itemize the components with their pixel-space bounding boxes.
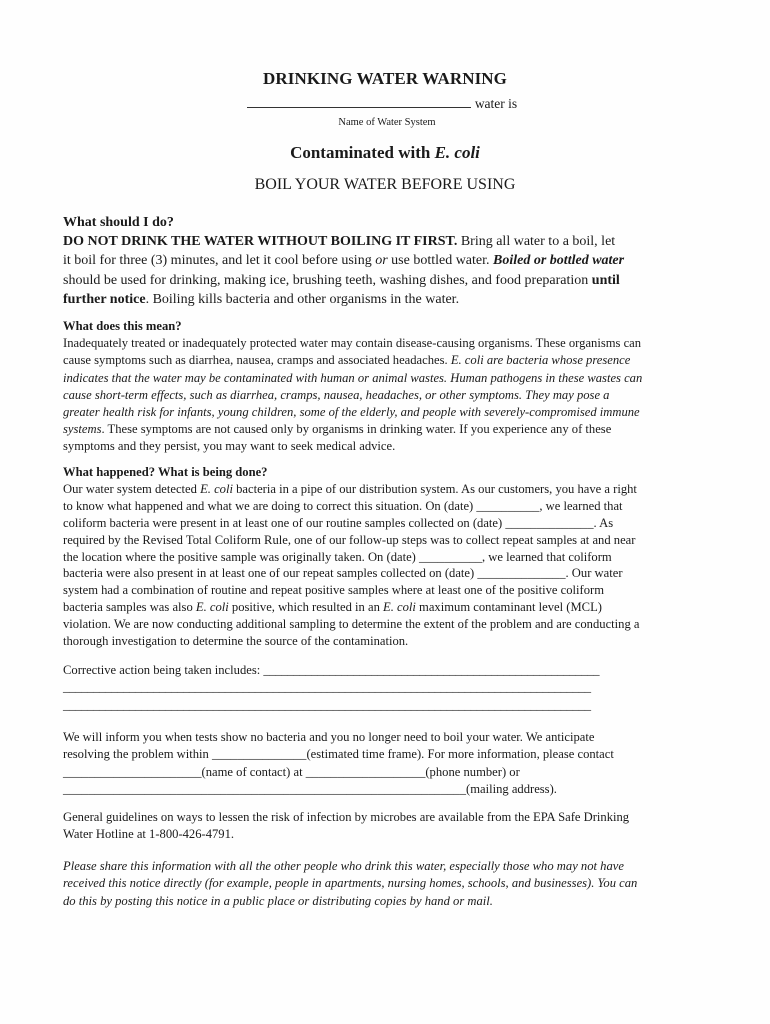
paragraph-line-with-date-blank: bacteria were also present in at least one of our repeat samples collected on (date) ______________. Our water xyxy=(63,566,623,581)
italic-run: E. coli xyxy=(200,481,233,496)
italic-run: E. coli xyxy=(383,600,416,615)
contact-phone-line: ______________________(name of contact) at ___________________(phone number) or xyxy=(63,764,520,779)
paragraph-line: thorough investigation to determine the source of the contamination. xyxy=(63,634,409,649)
paragraph-line xyxy=(63,352,713,369)
italic-run: systems xyxy=(63,422,102,437)
paragraph-line: system had a combination of routine and repeat positive samples where at least one of the positive coliform xyxy=(63,583,605,598)
corrective-action-field[interactable]: ________________________________________________________________________________________ xyxy=(63,680,591,695)
section-heading: What happened? What is being done? xyxy=(63,465,268,479)
text-run: Bring all water to a boil, let xyxy=(457,234,616,250)
estimated-time-frame-line: resolving the problem within _______________(estimated time frame). For more information, please contact xyxy=(63,747,614,762)
paragraph-line-with-date-blank: to know what happened and what we are doing to correct this situation. On (date) __________, we learned that xyxy=(63,498,623,513)
paragraph-line: greater health risk for infants, young children, some of the elderly, and people with severely-compromised immune xyxy=(63,405,640,420)
paragraph-line: General guidelines on ways to lessen the risk of infection by microbes are available from the EPA Safe Drinking xyxy=(63,810,630,824)
paragraph-line: Inadequately treated or inadequately protected water may contain disease-causing organisms. These organisms can xyxy=(63,336,642,351)
italic-run: E. coli xyxy=(195,600,229,615)
bold-italic-run: Boiled or bottled water xyxy=(493,253,625,269)
paragraph-line xyxy=(63,290,713,309)
subtitle-prefix: Contaminated with xyxy=(290,143,435,162)
paragraph-line xyxy=(63,271,713,290)
water-system-name-field[interactable] xyxy=(247,95,471,108)
paragraph-line: received this notice directly (for example, people in apartments, nursing homes, schools, and businesses). You can xyxy=(63,876,638,891)
hotline-line: Water Hotline at 1-800-426-4791. xyxy=(63,827,235,842)
text-run: . Boiling kills bacteria and other organisms in the water. xyxy=(145,291,460,307)
paragraph-line xyxy=(63,481,713,498)
text-run: positive, which resulted in an xyxy=(228,600,384,615)
paragraph-line: indicates that the water may be contaminated with human or animal wastes. Human pathogens in these wastes can xyxy=(63,370,643,385)
text-run: use bottled water. xyxy=(387,253,494,269)
water-system-caption: Name of Water System xyxy=(338,117,436,128)
section-heading: What does this mean? xyxy=(63,319,182,333)
section-heading: What should I do? xyxy=(63,215,174,230)
corrective-action-field[interactable]: ________________________________________________________ xyxy=(263,663,600,677)
paragraph-line: Please share this information with all the other people who drink this water, especially those who may not have xyxy=(63,859,624,873)
bold-run: until xyxy=(591,272,620,288)
italic-run: or xyxy=(375,253,388,269)
mailing-address-line: ________________________________________________________________(mailing address). xyxy=(63,782,557,797)
paragraph-line-with-date-blank: the location where the positive sample was originally taken. On (date) __________, we learned that coliform xyxy=(63,549,612,564)
section-inform-contact xyxy=(63,729,713,799)
notice-title: DRINKING WATER WARNING xyxy=(262,69,508,88)
subtitle-organism: E. coli xyxy=(434,143,480,162)
section-what-it-means xyxy=(63,318,713,456)
water-system-line xyxy=(0,95,770,112)
section-what-happened xyxy=(63,464,713,650)
water-is-text: water is xyxy=(474,96,518,111)
section-corrective-action xyxy=(63,662,713,714)
text-run: cause symptoms such as diarrhea, nausea, cramps and associated headaches. xyxy=(63,353,451,368)
corrective-action-field[interactable]: ________________________________________________________________________________________ xyxy=(63,697,591,712)
text-run: bacteria samples was also xyxy=(63,600,196,615)
bold-warning: DO NOT DRINK THE WATER WITHOUT BOILING IT FIRST. xyxy=(63,234,458,250)
text-run: . These symptoms are not caused only by organisms in drinking water. If you experience any of these xyxy=(101,422,612,437)
paragraph-line: do this by posting this notice in a public place or distributing copies by hand or mail. xyxy=(63,893,493,908)
paragraph-line: symptoms and they persist, you may want to seek medical advice. xyxy=(63,439,396,454)
bold-run: further notice xyxy=(63,291,146,307)
section-guidelines xyxy=(63,809,713,844)
text-run: Our water system detected xyxy=(63,481,201,496)
paragraph-line xyxy=(63,662,713,679)
paragraph-line: violation. We are now conducting additional sampling to determine the extent of the problem and are conducting a xyxy=(63,617,640,632)
paragraph-line xyxy=(63,232,713,251)
text-run: bacteria in a pipe of our distribution system. As our customers, you have a right xyxy=(232,481,637,496)
boil-banner: BOIL YOUR WATER BEFORE USING xyxy=(254,176,516,193)
paragraph-line: required by the Revised Total Coliform Rule, one of our follow-up steps was to collect repeat samples at and near xyxy=(63,532,636,547)
section-what-to-do xyxy=(63,213,713,309)
contamination-subtitle xyxy=(0,143,770,163)
paragraph-line xyxy=(63,421,713,438)
text-run: maximum contaminant level (MCL) xyxy=(415,600,602,615)
italic-run: E. coli are bacteria whose presence xyxy=(450,353,631,368)
paragraph-line xyxy=(63,599,713,616)
corrective-action-label: Corrective action being taken includes: xyxy=(63,663,264,677)
paragraph-line: cause short-term effects, such as diarrhea, cramps, nausea, headaches, or other symptoms. They may pose a xyxy=(63,387,610,402)
section-share-notice xyxy=(63,858,713,910)
paragraph-line xyxy=(63,251,713,270)
paragraph-line: We will inform you when tests show no bacteria and you no longer need to boil your water. We anticipate xyxy=(63,730,595,744)
text-run: should be used for drinking, making ice, brushing teeth, washing dishes, and food preparation xyxy=(63,272,592,288)
text-run: it boil for three (3) minutes, and let it cool before using xyxy=(63,253,376,269)
paragraph-line-with-date-blank: coliform bacteria were present in at least one of our routine samples collected on (date) ______________. As xyxy=(63,515,614,530)
